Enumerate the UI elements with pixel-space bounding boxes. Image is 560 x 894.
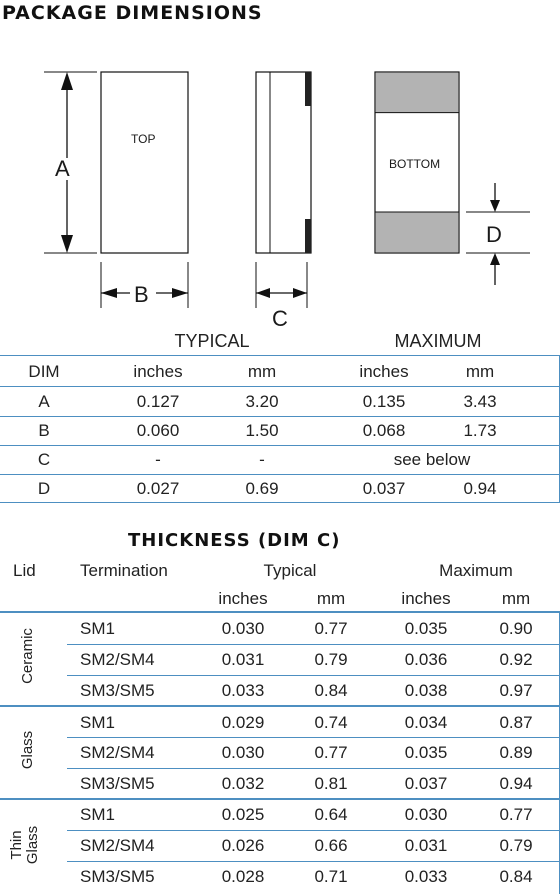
top-view-rect xyxy=(101,72,188,253)
header-typical: Typical xyxy=(263,561,317,580)
table-cell: 0.74 xyxy=(314,713,348,732)
termination-cell: SM1 xyxy=(80,805,115,824)
table-cell: 0.036 xyxy=(404,650,448,669)
table-cell: - xyxy=(259,450,265,469)
table-cell: 0.038 xyxy=(404,681,448,700)
dim-d-label: D xyxy=(486,222,502,247)
termination-cell: SM2/SM4 xyxy=(80,650,155,669)
table-row-dim: C xyxy=(37,450,51,469)
maximum-group-header: MAXIMUM xyxy=(394,331,482,351)
table-cell: 0.66 xyxy=(314,836,348,855)
table-row-dim: A xyxy=(38,392,50,411)
lid-glass: Glass xyxy=(19,730,36,770)
sub-max-mm: mm xyxy=(501,589,531,608)
table-cell: 0.029 xyxy=(221,713,265,732)
table-cell: 0.033 xyxy=(221,681,265,700)
header-maximum: Maximum xyxy=(439,561,513,580)
table-cell: 0.77 xyxy=(314,619,348,638)
termination-cell: SM3/SM5 xyxy=(80,774,155,793)
header-lid: Lid xyxy=(13,561,36,580)
col-dim: DIM xyxy=(28,362,60,381)
arrow-up-icon xyxy=(61,72,73,90)
table-cell: 0.135 xyxy=(362,392,406,411)
table-cell: 0.69 xyxy=(245,479,279,498)
table-row-dim: B xyxy=(38,421,50,440)
dim-c-label: C xyxy=(272,306,288,331)
col-max-mm: mm xyxy=(465,362,495,381)
table-cell: 0.84 xyxy=(499,867,533,886)
table-cell: 0.032 xyxy=(221,774,265,793)
table-cell: 0.79 xyxy=(314,650,348,669)
table-cell: 0.92 xyxy=(499,650,533,669)
table-cell: 0.97 xyxy=(499,681,533,700)
table-cell: 0.026 xyxy=(221,836,265,855)
table-cell: 0.031 xyxy=(404,836,448,855)
typical-group-header: TYPICAL xyxy=(174,331,250,351)
table-cell: 0.77 xyxy=(499,805,533,824)
termination-cell: SM3/SM5 xyxy=(80,867,155,886)
col-max-inches: inches xyxy=(359,362,409,381)
table-cell: 0.035 xyxy=(404,619,448,638)
table-cell: 3.20 xyxy=(245,392,279,411)
table-cell: 1.73 xyxy=(463,421,497,440)
col-typ-mm: mm xyxy=(247,362,277,381)
table-cell: 0.031 xyxy=(221,650,265,669)
sub-typ-mm: mm xyxy=(316,589,346,608)
table-row-dim: D xyxy=(37,479,51,498)
side-view-rect xyxy=(256,72,311,253)
bottom-label: BOTTOM xyxy=(389,157,441,171)
termination-cell: SM3/SM5 xyxy=(80,681,155,700)
lid-glass-line: Glass xyxy=(24,825,41,865)
table-cell: 0.90 xyxy=(499,619,533,638)
termination-cell: SM2/SM4 xyxy=(80,836,155,855)
table-cell: 0.84 xyxy=(314,681,348,700)
termination-cell: SM1 xyxy=(80,619,115,638)
package-diagram xyxy=(0,0,560,330)
table-cell: 0.64 xyxy=(314,805,348,824)
table-cell: - xyxy=(155,450,161,469)
lid-thin-glass xyxy=(9,826,41,864)
lid-ceramic: Ceramic xyxy=(19,628,36,684)
table-cell: 0.028 xyxy=(221,867,265,886)
termination-cell: SM2/SM4 xyxy=(80,743,155,762)
table-cell: 0.77 xyxy=(314,743,348,762)
table-cell: 0.035 xyxy=(404,743,448,762)
table-cell: 0.034 xyxy=(404,713,448,732)
table-cell: 1.50 xyxy=(245,421,279,440)
table-cell: 0.030 xyxy=(221,619,265,638)
thickness-title: THICKNESS (DIM C) xyxy=(128,530,341,551)
table-cell: 0.94 xyxy=(499,774,533,793)
table-cell: 3.43 xyxy=(463,392,497,411)
col-typ-inches: inches xyxy=(133,362,183,381)
table-cell: 0.79 xyxy=(499,836,533,855)
table-cell: 0.94 xyxy=(463,479,497,498)
header-termination: Termination xyxy=(80,561,168,580)
table-cell: 0.71 xyxy=(314,867,348,886)
table-cell: 0.060 xyxy=(136,421,180,440)
termination-cell: SM1 xyxy=(80,713,115,732)
arrow-right-icon xyxy=(172,288,188,298)
table-cell: 0.87 xyxy=(499,713,533,732)
lid-thin-line: Thin xyxy=(8,830,25,860)
table-cell: 0.027 xyxy=(136,479,180,498)
top-label: TOP xyxy=(131,132,156,146)
arrow-down-icon xyxy=(61,235,73,253)
table-cell: 0.81 xyxy=(314,774,348,793)
sub-typ-inches: inches xyxy=(218,589,268,608)
table-cell: 0.030 xyxy=(404,805,448,824)
arrow-left-icon xyxy=(101,288,117,298)
package-dimensions-title: PACKAGE DIMENSIONS xyxy=(2,2,263,24)
terminal-pad-top xyxy=(376,73,459,113)
table-cell: 0.89 xyxy=(499,743,533,762)
table-cell: 0.030 xyxy=(221,743,265,762)
table-cell: 0.127 xyxy=(136,392,180,411)
dim-b-label: B xyxy=(134,282,149,307)
sub-max-inches: inches xyxy=(401,589,451,608)
dim-a-label: A xyxy=(55,156,70,181)
terminal-pad-bottom xyxy=(376,212,459,252)
table-cell: 0.037 xyxy=(362,479,406,498)
table-cell: 0.033 xyxy=(404,867,448,886)
see-below-note: see below xyxy=(393,450,471,469)
table-cell: 0.068 xyxy=(362,421,406,440)
table-cell: 0.025 xyxy=(221,805,265,824)
table-cell: 0.037 xyxy=(404,774,448,793)
